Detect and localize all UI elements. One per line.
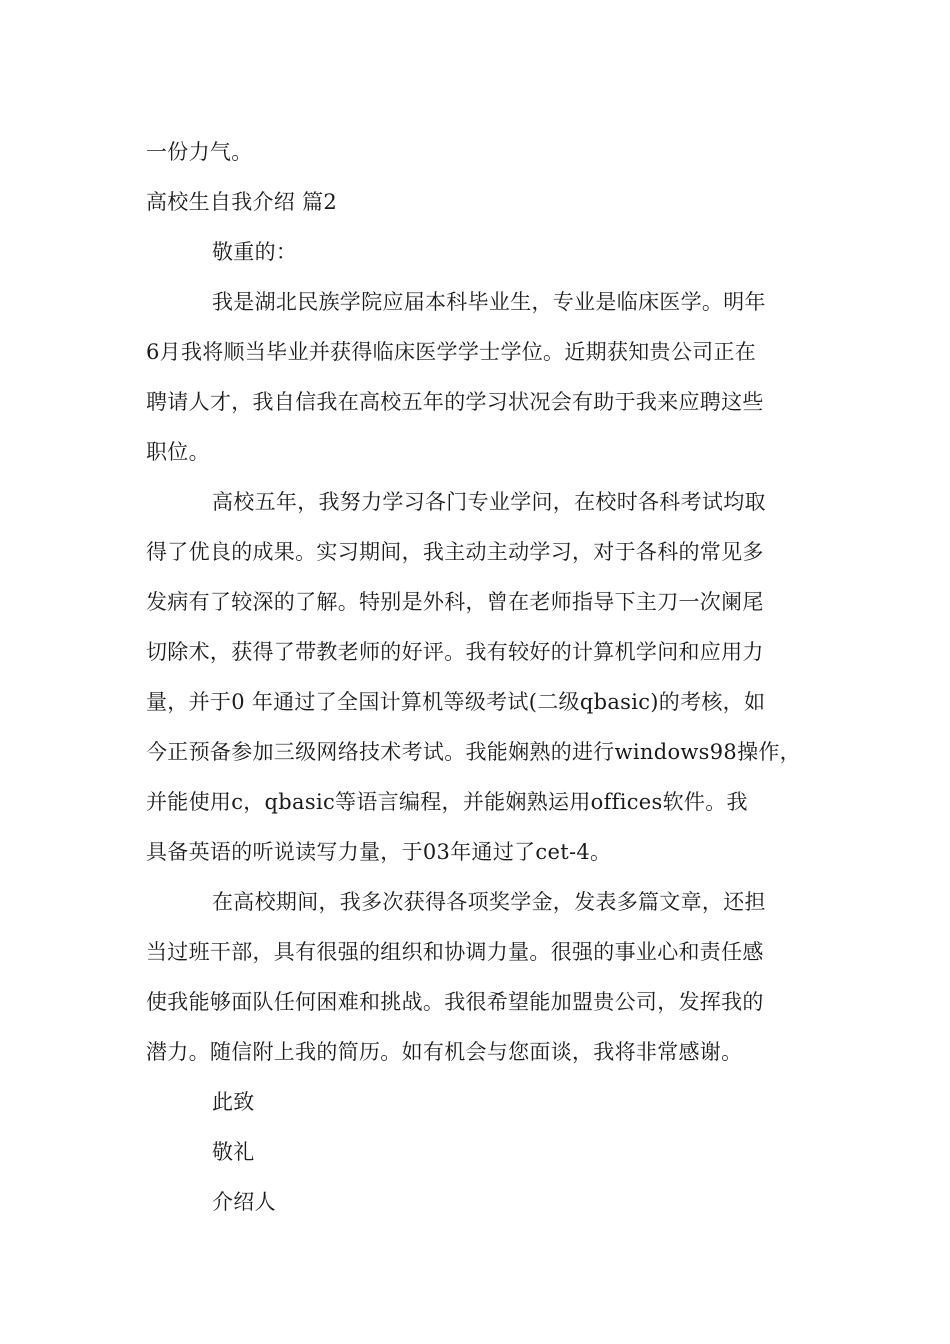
paragraph-line: 切除术，获得了带教老师的好评。我有较好的计算机学问和应用力 <box>146 640 764 664</box>
continuation-text: 一份力气。 <box>146 140 253 164</box>
paragraph-line: 当过班干部，具有很强的组织和协调力量。很强的事业心和责任感 <box>146 940 764 964</box>
salutation: 敬重的： <box>212 240 298 264</box>
paragraph-line: 量，并于0 年通过了全国计算机等级考试(二级qbasic)的考核，如 <box>146 690 766 714</box>
closing-line-1: 此致 <box>212 1090 255 1114</box>
paragraph-line: 在高校期间，我多次获得各项奖学金，发表多篇文章，还担 <box>212 890 766 914</box>
paragraph-line: 我是湖北民族学院应届本科毕业生，专业是临床医学。明年 <box>212 290 766 314</box>
paragraph-line: 职位。 <box>146 440 210 464</box>
paragraph-line: 高校五年，我努力学习各门专业学问，在校时各科考试均取 <box>212 490 766 514</box>
paragraph-line: 并能使用c，qbasic等语言编程，并能娴熟运用offices软件。我 <box>146 790 748 814</box>
paragraph-line: 潜力。随信附上我的简历。如有机会与您面谈，我将非常感谢。 <box>146 1040 743 1064</box>
paragraph-line: 具备英语的听说读写力量，于03年通过了cet-4。 <box>146 840 612 864</box>
section-heading: 高校生自我介绍 篇2 <box>146 190 338 214</box>
paragraph-line: 发病有了较深的了解。特别是外科，曾在老师指导下主刀一次阑尾 <box>146 590 764 614</box>
paragraph-line: 今正预备参加三级网络技术考试。我能娴熟的进行windows98操作， <box>146 740 801 764</box>
signature: 介绍人 <box>212 1190 276 1214</box>
paragraph-line: 使我能够面队任何困难和挑战。我很希望能加盟贵公司，发挥我的 <box>146 990 764 1014</box>
paragraph-line: 得了优良的成果。实习期间，我主动主动学习，对于各科的常见多 <box>146 540 764 564</box>
paragraph-line: 聘请人才，我自信我在高校五年的学习状况会有助于我来应聘这些 <box>146 390 764 414</box>
closing-line-2: 敬礼 <box>212 1140 255 1164</box>
paragraph-line: 6月我将顺当毕业并获得临床医学学士学位。近期获知贵公司正在 <box>146 340 757 364</box>
